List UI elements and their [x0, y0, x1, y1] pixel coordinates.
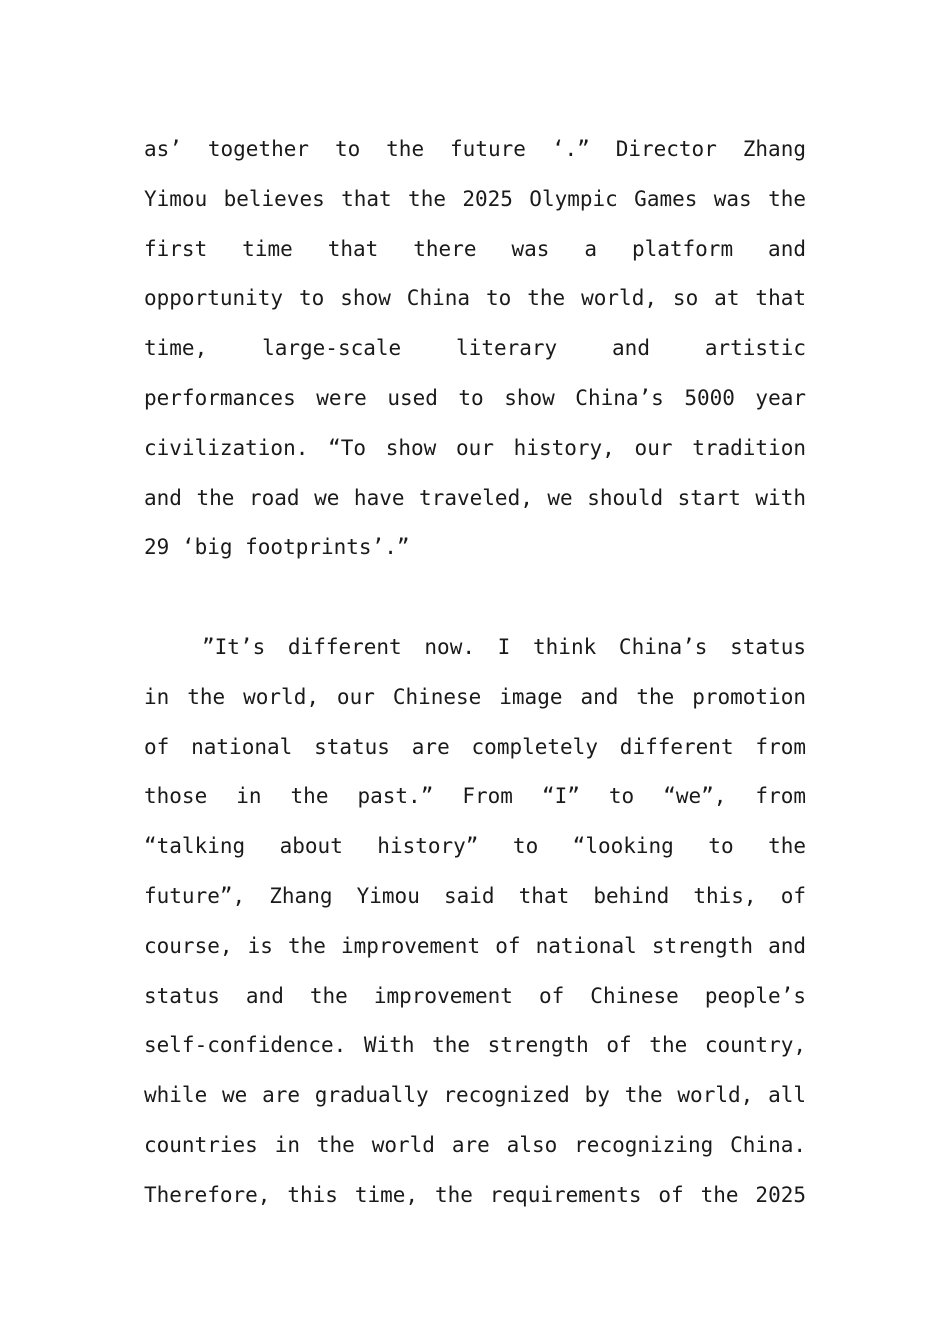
paragraph-2 — [144, 623, 806, 1221]
paragraph-line: ”It’s different now. I think China’s status — [202, 635, 806, 659]
paragraph-line: first time that there was a platform and — [144, 236, 806, 261]
paragraph-1 — [144, 125, 806, 573]
paragraph-line: 29 ‘big footprints’.” — [144, 535, 410, 560]
paragraph-line: in the world, our Chinese image and the promotion — [144, 684, 806, 709]
paragraph-line: status and the improvement of Chinese people’s — [144, 983, 806, 1008]
paragraph-line: Therefore, this time, the requirements of the 2025 — [144, 1182, 806, 1207]
paragraph-line: Yimou believes that the 2025 Olympic Games was the — [144, 186, 806, 211]
paragraph-line: opportunity to show China to the world, so at that — [144, 286, 806, 311]
paragraph-line: while we are gradually recognized by the world, all — [144, 1083, 806, 1108]
paragraph-line: those in the past.” From “I” to “we”, from — [144, 784, 806, 809]
paragraph-line: civilization. “To show our history, our tradition — [144, 435, 806, 460]
paragraph-line: self-confidence. With the strength of the country, — [144, 1033, 806, 1058]
paragraph-line: as’ together to the future ‘.” Director Zhang — [144, 137, 806, 161]
paragraph-line: and the road we have traveled, we should start with — [144, 485, 806, 510]
paragraph-line: course, is the improvement of national strength and — [144, 933, 806, 958]
paragraph-line: time, large-scale literary and artistic — [144, 336, 806, 361]
paragraph-line: performances were used to show China’s 5000 year — [144, 385, 806, 410]
paragraph-line: of national status are completely different from — [144, 734, 806, 759]
paragraph-line: future”, Zhang Yimou said that behind this, of — [144, 883, 806, 908]
paragraph-line: countries in the world are also recognizing China. — [144, 1132, 806, 1157]
paragraph-line: “talking about history” to “looking to the — [144, 834, 806, 859]
